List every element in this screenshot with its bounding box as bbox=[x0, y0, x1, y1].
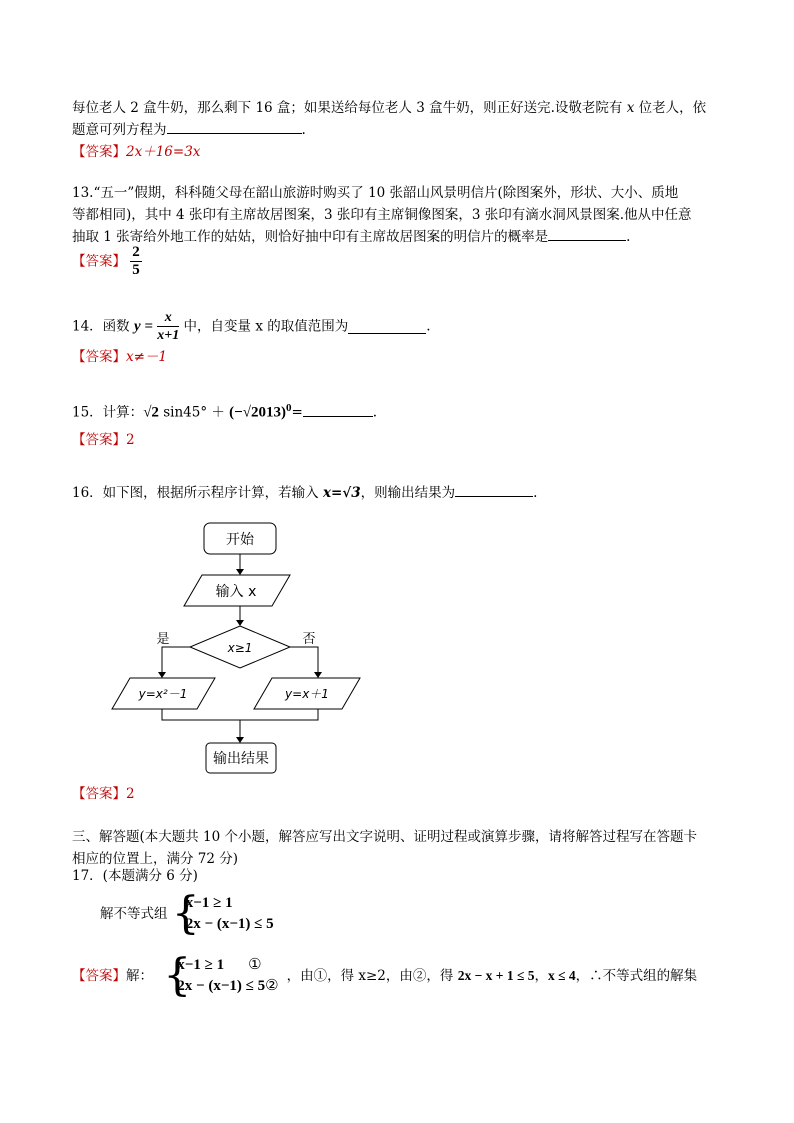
answer-system: { x−1 ≥ 1 ① 2x − (x−1) ≤ 5② bbox=[163, 950, 279, 1001]
q13-line1: 13.“五一”假期，科科随父母在韶山旅游时购买了 10 张韶山风景明信片(除图案外，形状、大小、质地 bbox=[72, 185, 679, 201]
answer-blank[interactable] bbox=[548, 226, 626, 241]
answer-fraction: $\frac{2}{5}$ bbox=[132, 244, 140, 278]
q14-block: 14．函数 y = $\frac{x}{x+1}$ 中，自变量 x 的取值范围为 . bbox=[72, 310, 431, 343]
answer-blank[interactable] bbox=[167, 119, 302, 134]
q12-block bbox=[72, 97, 722, 163]
program-flowchart bbox=[100, 515, 370, 780]
q14-answer: 【答案】x≠－1 bbox=[72, 349, 168, 365]
q13-answer: 【答案】 $\frac{2}{5}$ bbox=[72, 244, 140, 278]
condition-label: x≥1 bbox=[227, 641, 253, 655]
q12-line2: 题意可列方程为 . bbox=[72, 119, 722, 141]
q17-answer: 【答案】解： { x−1 ≥ 1 ① 2x − (x−1) ≤ 5② ，由①，得 x≥2，由②，得 2x − x + 1 ≤ 5，x ≤ 4，∴不等式组的解集 bbox=[72, 950, 698, 1001]
yes-label: 是 bbox=[156, 632, 170, 647]
left-formula-label: y=x²－1 bbox=[138, 687, 188, 701]
answer-blank[interactable] bbox=[348, 319, 426, 334]
no-label: 否 bbox=[302, 632, 316, 647]
input-label: 输入 x bbox=[215, 584, 257, 600]
answer-blank[interactable] bbox=[303, 402, 373, 417]
q17-prompt: 解不等式组 { x−1 ≥ 1 2x − (x−1) ≤ 5 bbox=[100, 888, 274, 939]
q15-answer: 【答案】2 bbox=[72, 432, 135, 448]
section3-heading: 三、解答题(本大题共 10 个小题，解答应写出文字说明、证明过程或演算步骤，请将解答过程写在答题卡 相应的位置上，满分 72 分) bbox=[72, 829, 698, 867]
right-formula-label: y=x＋1 bbox=[285, 687, 329, 701]
inequality-system: { x−1 ≥ 1 2x − (x−1) ≤ 5 bbox=[171, 888, 274, 939]
q13-block bbox=[72, 182, 722, 248]
q15-block: 15．计算：√2 $\sin 45^\circ + (-√2013)^0=$ . bbox=[72, 402, 378, 421]
q12-answer: 【答案】2x＋16=3x bbox=[72, 144, 201, 160]
q12-line1: 每位老人 2 盒牛奶，那么剩下 16 盒；如果送给每位老人 3 盒牛奶，则正好送完.设敬老院有 x 位老人，依 bbox=[72, 100, 707, 116]
q13-line2: 等都相同)，其中 4 张印有主席故居图案，3 张印有主席铜像图案，3 张印有滴水洞风景图案.他从中任意 bbox=[72, 207, 692, 223]
answer-blank[interactable] bbox=[455, 482, 533, 497]
output-label: 输出结果 bbox=[213, 751, 269, 767]
q16-block: 16．如下图，根据所示程序计算，若输入 x=√3，则输出结果为 . bbox=[72, 482, 722, 504]
q17-header: 17．(本题满分 6 分) bbox=[72, 868, 198, 884]
q13-line3: 抽取 1 张寄给外地工作的姑姑，则恰好抽中印有主席故居图案的明信片的概率是 . bbox=[72, 226, 722, 248]
function-fraction: $\frac{x}{x+1}$ bbox=[157, 310, 180, 343]
q16-answer: 【答案】2 bbox=[72, 786, 135, 802]
start-label: 开始 bbox=[226, 532, 254, 548]
